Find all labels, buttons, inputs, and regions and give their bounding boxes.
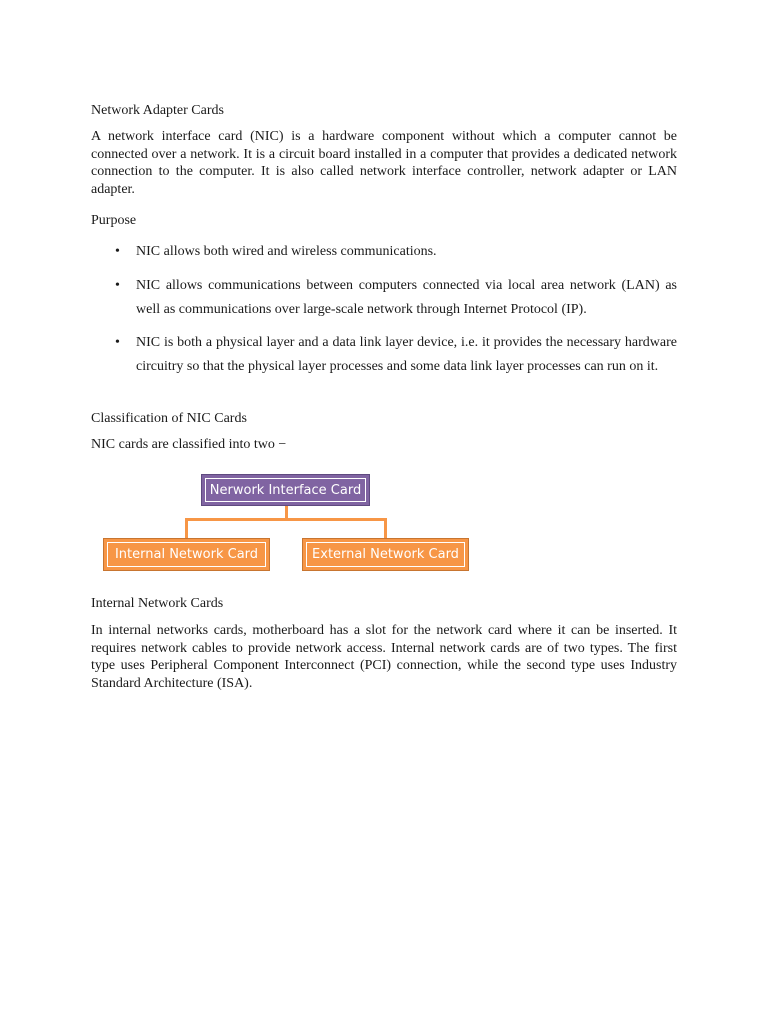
connector-right-drop [384, 518, 387, 539]
bullet-icon: • [115, 335, 120, 350]
diagram-root-node: Nerwork Interface Card [201, 474, 370, 506]
list-item-text: NIC allows both wired and wireless communications. [136, 244, 437, 259]
connector-bar [185, 518, 387, 521]
internal-heading: Internal Network Cards [91, 596, 224, 611]
list-item-text: NIC allows communications between computers connected via local area network (LAN) as well as communications over large-scale network through Internet Protocol (IP). [136, 278, 677, 317]
purpose-heading: Purpose [91, 213, 137, 228]
bullet-icon: • [115, 244, 120, 259]
diagram-internal-node: Internal Network Card [103, 538, 270, 571]
list-item-text: NIC is both a physical layer and a data link layer device, i.e. it provides the necessary hardware circuitry so that the physical layer processes and some data link layer processes can run on it. [136, 335, 677, 374]
internal-paragraph: In internal networks cards, motherboard has a slot for the network card where it can be inserted. It requires network cables to provide network access. Internal network cards are of two types. The first type uses Peripheral Component Interconnect (PCI) connection, while the second type uses Industry Standard Architecture (ISA). [91, 623, 677, 691]
section-title: Network Adapter Cards [91, 103, 224, 118]
bullet-icon: • [115, 278, 120, 293]
intro-paragraph: A network interface card (NIC) is a hardware component without which a computer cannot be connected over a network. It is a circuit board installed in a computer that provides a dedicated network connection to the computer. It is also called network interface controller, network adapter or LAN adapter. [91, 129, 677, 197]
diagram-external-node: External Network Card [302, 538, 469, 571]
connector-left-drop [185, 518, 188, 539]
connector-trunk [285, 506, 288, 520]
classification-heading: Classification of NIC Cards [91, 411, 247, 426]
classification-lead: NIC cards are classified into two − [91, 437, 287, 452]
